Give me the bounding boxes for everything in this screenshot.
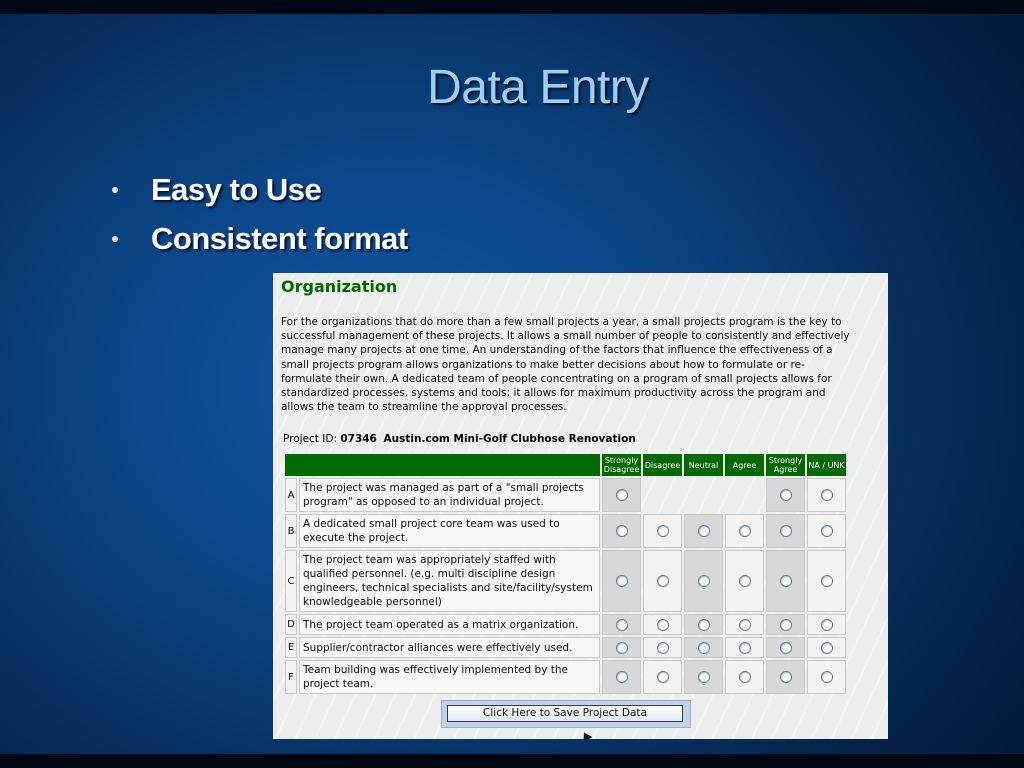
header-blank (285, 454, 600, 476)
mouse-cursor-icon (580, 730, 593, 739)
empty-cell (725, 478, 764, 512)
radio-button[interactable] (657, 642, 669, 654)
slide (0, 14, 1024, 754)
radio-button[interactable] (616, 575, 628, 587)
radio-button[interactable] (616, 525, 628, 537)
option-cell (602, 478, 641, 512)
form-screenshot (273, 273, 888, 739)
radio-button[interactable] (780, 671, 792, 683)
option-cell (807, 478, 846, 512)
row-letter: F (285, 660, 297, 694)
column-header: Neutral (684, 454, 723, 476)
option-cell (725, 514, 764, 548)
bullet-dot-icon (112, 187, 118, 193)
radio-button[interactable] (657, 525, 669, 537)
radio-button[interactable] (780, 619, 792, 631)
option-cell (684, 614, 723, 635)
radio-button[interactable] (821, 525, 833, 537)
project-info (283, 433, 636, 445)
option-cell (643, 637, 682, 658)
radio-button[interactable] (698, 671, 710, 683)
option-cell (602, 614, 641, 635)
radio-button[interactable] (698, 619, 710, 631)
option-cell (807, 637, 846, 658)
table-row (285, 478, 846, 512)
radio-button[interactable] (616, 619, 628, 631)
option-cell (725, 550, 764, 612)
row-letter: E (285, 637, 297, 658)
option-cell (602, 637, 641, 658)
radio-button[interactable] (739, 671, 751, 683)
section-title: Organization (281, 277, 398, 296)
table-row (285, 514, 846, 548)
option-cell (602, 514, 641, 548)
survey-table (283, 452, 848, 696)
option-cell (643, 514, 682, 548)
table-row (285, 637, 846, 658)
row-letter: D (285, 614, 297, 635)
radio-button[interactable] (616, 671, 628, 683)
question-text: The project team was appropriately staffed with qualified personnel. (e.g. multi discipline design engineers, technical specialists and site/facility/system knowledgeable personnel) (299, 550, 600, 612)
option-cell (807, 514, 846, 548)
option-cell (643, 550, 682, 612)
question-text: Team building was effectively implemented by the project team. (299, 660, 600, 694)
option-cell (684, 637, 723, 658)
option-cell (725, 614, 764, 635)
radio-button[interactable] (698, 575, 710, 587)
table-row (285, 614, 846, 635)
radio-button[interactable] (821, 671, 833, 683)
column-header: Disagree (643, 454, 682, 476)
option-cell (766, 660, 805, 694)
radio-button[interactable] (616, 489, 628, 501)
option-cell (766, 514, 805, 548)
option-cell (807, 660, 846, 694)
option-cell (602, 550, 641, 612)
option-cell (725, 637, 764, 658)
survey-header-row (285, 454, 846, 476)
radio-button[interactable] (780, 642, 792, 654)
project-id: 07346 (340, 433, 377, 445)
radio-button[interactable] (821, 575, 833, 587)
empty-cell (684, 478, 723, 512)
slide-title: Data Entry (427, 61, 649, 114)
intro-paragraph: For the organizations that do more than a few small projects a year, a small projects program is the key to successful management of these projects. It allows a small number of people to consistently and effectively manage many projects at one time. An understanding of the factors that influence the effectiveness of a small projects program allows organizations to make better decisions about how to formulate or re-formulate their own. A dedicated team of people concentrating on a program of small projects allows for standardized processes, systems and tools; it allows for maximum productivity across the program and allows the team to streamline the approval processes. (281, 316, 850, 414)
option-cell (684, 550, 723, 612)
option-cell (807, 550, 846, 612)
column-header: NA / UNK (807, 454, 846, 476)
question-text: Supplier/contractor alliances were effectively used. (299, 637, 600, 658)
radio-button[interactable] (739, 575, 751, 587)
option-cell (766, 637, 805, 658)
radio-button[interactable] (739, 642, 751, 654)
project-name: Austin.com Mini-Golf Clubhose Renovation (383, 433, 636, 445)
radio-button[interactable] (821, 489, 833, 501)
option-cell (643, 660, 682, 694)
project-label: Project ID: (283, 433, 337, 445)
row-letter: A (285, 478, 297, 512)
radio-button[interactable] (698, 525, 710, 537)
radio-button[interactable] (739, 619, 751, 631)
save-project-data-button[interactable]: Click Here to Save Project Data (447, 705, 683, 722)
bullet-dot-icon (112, 236, 118, 242)
radio-button[interactable] (739, 525, 751, 537)
radio-button[interactable] (616, 642, 628, 654)
option-cell (766, 478, 805, 512)
option-cell (684, 660, 723, 694)
row-letter: B (285, 514, 297, 548)
option-cell (725, 660, 764, 694)
option-cell (684, 514, 723, 548)
radio-button[interactable] (780, 575, 792, 587)
question-text: The project was managed as part of a "small projects program" as opposed to an individual project. (299, 478, 600, 512)
column-header: Strongly Disagree (603, 456, 640, 474)
row-letter: C (285, 550, 297, 612)
empty-cell (643, 478, 682, 512)
radio-button[interactable] (657, 671, 669, 683)
question-text: The project team operated as a matrix organization. (299, 614, 600, 635)
radio-button[interactable] (821, 619, 833, 631)
table-row (285, 660, 846, 694)
table-row (285, 550, 846, 612)
radio-button[interactable] (780, 525, 792, 537)
bullet-text: Easy to Use (151, 172, 322, 207)
radio-button[interactable] (657, 619, 669, 631)
column-header: Agree (725, 454, 764, 476)
radio-button[interactable] (780, 489, 792, 501)
question-text: A dedicated small project core team was used to execute the project. (299, 514, 600, 548)
radio-button[interactable] (657, 575, 669, 587)
radio-button[interactable] (698, 642, 710, 654)
option-cell (766, 550, 805, 612)
save-button-frame (441, 700, 691, 728)
option-cell (643, 614, 682, 635)
column-header: Strongly Agree (766, 454, 805, 476)
bullet-text: Consistent format (151, 221, 408, 256)
option-cell (602, 660, 641, 694)
radio-button[interactable] (821, 642, 833, 654)
option-cell (807, 614, 846, 635)
option-cell (766, 614, 805, 635)
